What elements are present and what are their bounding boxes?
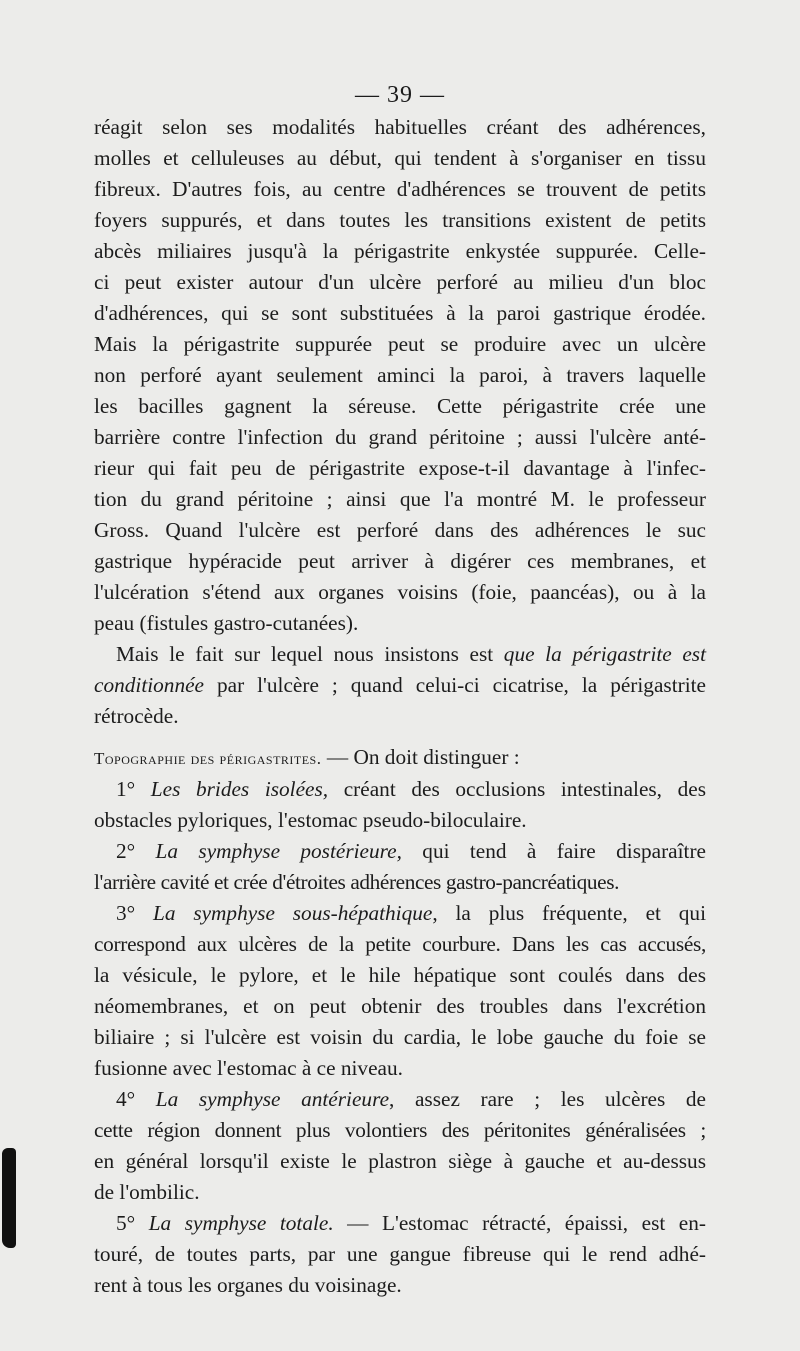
italic-phrase: Les brides isolées, (150, 777, 329, 801)
text-line: d'adhérences, qui se sont substituées à la paroi gastrique érodée. (94, 301, 706, 325)
text-line: peau (fistules gastro-cutanées). (94, 611, 359, 635)
italic-phrase: La symphyse totale. (148, 1211, 334, 1235)
text-line: rieur qui fait peu de périgastrite expose-t-il davantage à l'infec- (94, 456, 706, 480)
text-line (94, 639, 706, 670)
list-item-1 (94, 774, 706, 836)
paragraph-1 (94, 112, 706, 639)
text-line (94, 670, 706, 701)
text-line: Mais la périgastrite suppurée peut se produire avec un ulcère (94, 332, 706, 356)
list-item-2 (94, 836, 706, 898)
text-line (94, 742, 706, 774)
text-line: ci peut exister autour d'un ulcère perforé au milieu d'un bloc (94, 270, 706, 294)
text-line: néomembranes, et on peut obtenir des troubles dans l'excrétion (94, 994, 706, 1018)
list-item-5 (94, 1208, 706, 1301)
text-line: tion du grand péritoine ; ainsi que l'a montré M. le professeur (94, 487, 706, 511)
page-number: — 39 — (355, 82, 445, 108)
text-line (94, 898, 706, 929)
text-line: rent à tous les organes du voisinage. (94, 1273, 402, 1297)
italic-phrase: La symphyse postérieure, (155, 839, 402, 863)
text-run: par l'ulcère ; quand celui-ci cicatrise, la périgastrite (204, 673, 706, 697)
section-heading: Topographie des périgastrites. (94, 749, 322, 768)
text-run: , la plus fréquente, et qui (432, 901, 706, 925)
item-number: 1° (116, 777, 151, 801)
text-line: en général lorsqu'il existe le plastron siège à gauche et au-dessus (94, 1149, 706, 1173)
list-item-4 (94, 1084, 706, 1208)
paragraph-2 (94, 639, 706, 732)
item-number: 2° (116, 839, 156, 863)
text-line: les bacilles gagnent la séreuse. Cette périgastrite crée une (94, 394, 706, 418)
text-line (94, 836, 706, 867)
text-line: la vésicule, le pylore, et le hile hépatique sont coulés dans des (94, 963, 706, 987)
italic-phrase: conditionnée (94, 673, 204, 697)
text-line: réagit selon ses modalités habituelles créant des adhérences, (94, 115, 706, 139)
text-line: abcès miliaires jusqu'à la périgastrite enkystée suppurée. Celle- (94, 239, 706, 263)
text-line: de l'ombilic. (94, 1180, 200, 1204)
text-line: Gross. Quand l'ulcère est perforé dans des adhérences le suc (94, 518, 706, 542)
text-line: obstacles pyloriques, l'estomac pseudo-biloculaire. (94, 808, 527, 832)
text-line: fibreux. D'autres fois, au centre d'adhérences se trouvent de petits (94, 177, 706, 201)
item-number: 4° (116, 1087, 156, 1111)
text-line: gastrique hypéracide peut arriver à digérer ces membranes, et (94, 549, 706, 573)
text-line: biliaire ; si l'ulcère est voisin du cardia, le lobe gauche du foie se (94, 1025, 706, 1049)
italic-phrase: que la périgastrite est (503, 642, 707, 666)
text-run: — On doit distinguer : (321, 745, 520, 769)
text-run: — L'estomac rétracté, épaissi, est en- (333, 1211, 706, 1235)
text-line: l'arrière cavité et crée d'étroites adhérences gastro-pancréatiques. (94, 870, 620, 894)
text-run: , assez rare ; les ulcères de (389, 1087, 706, 1111)
list-item-3 (94, 898, 706, 1084)
text-line: molles et celluleuses au début, qui tendent à s'organiser en tissu (94, 146, 706, 170)
text-line: foyers suppurés, et dans toutes les transitions existent de petits (94, 208, 706, 232)
text-run: Mais le fait sur lequel nous insistons est (116, 642, 504, 666)
section-heading-paragraph (94, 742, 706, 774)
text-line (94, 1208, 706, 1239)
italic-phrase: La symphyse antérieure (155, 1087, 390, 1111)
text-line: correspond aux ulcères de la petite courbure. Dans les cas accusés, (94, 932, 706, 956)
text-line (94, 1084, 706, 1115)
text-line (94, 774, 706, 805)
text-line: fusionne avec l'estomac à ce niveau. (94, 1056, 403, 1080)
text-line: touré, de toutes parts, par une gangue fibreuse qui le rend adhé- (94, 1242, 706, 1266)
body-text (94, 112, 706, 1301)
margin-ink-mark (2, 1148, 16, 1248)
item-number: 5° (116, 1211, 149, 1235)
text-line: rétrocède. (94, 704, 179, 728)
text-run: qui tend à faire disparaître (401, 839, 706, 863)
text-line: non perforé ayant seulement aminci la paroi, à travers laquelle (94, 363, 706, 387)
item-number: 3° (116, 901, 153, 925)
text-run: créant des occlusions intestinales, des (328, 777, 707, 801)
text-line: barrière contre l'infection du grand péritoine ; aussi l'ulcère anté- (94, 425, 706, 449)
text-line: l'ulcération s'étend aux organes voisins (foie, paancéas), ou à la (94, 580, 706, 604)
italic-phrase: La symphyse sous-hépathique (153, 901, 433, 925)
text-line: cette région donnent plus volontiers des péritonites généralisées ; (94, 1118, 706, 1142)
